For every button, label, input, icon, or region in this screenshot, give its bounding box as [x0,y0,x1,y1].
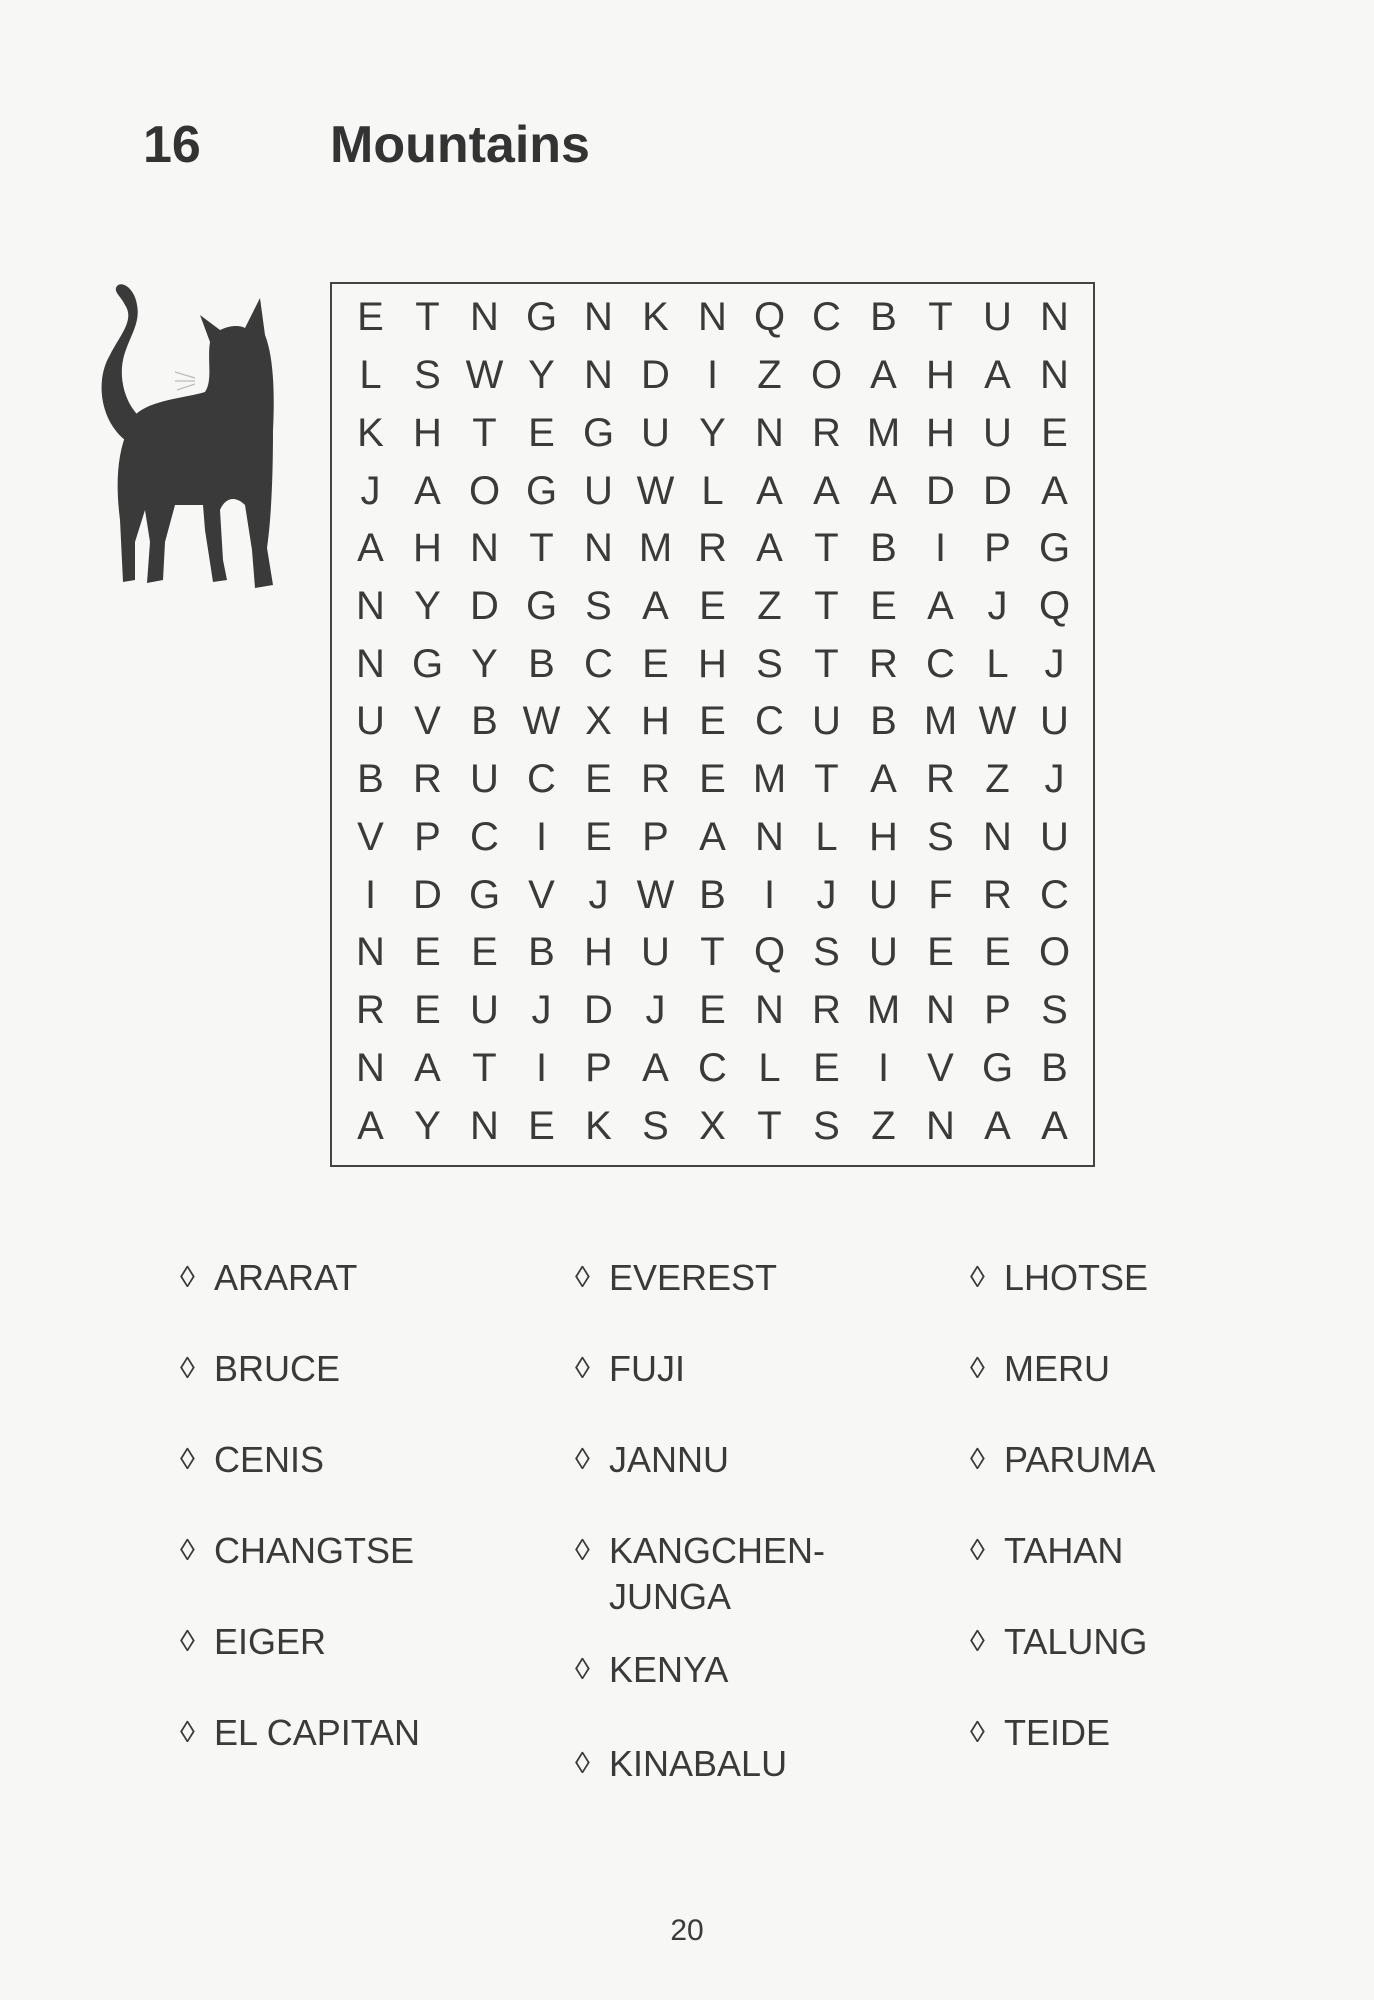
puzzle-title: Mountains [330,116,590,174]
word-label: PARUMA [1004,1439,1156,1480]
grid-letter: N [584,295,613,340]
grid-letter: N [470,526,499,571]
grid-letter: N [584,353,613,398]
word-list-item [180,1437,324,1483]
grid-letter: R [641,757,670,802]
grid-letter: F [928,872,953,917]
word-list-item [575,1528,825,1620]
grid-letter: H [926,353,955,398]
grid-letter: B [699,872,726,917]
grid-letter: Y [471,641,498,686]
grid-letter: G [981,1045,1014,1090]
grid-letter: C [926,641,955,686]
grid-letter: A [1041,468,1068,513]
grid-letter: N [584,526,613,571]
grid-letter: A [870,468,897,513]
grid-letter: C [1040,872,1069,917]
grid-letter: W [636,468,675,513]
grid-letter: E [414,988,441,1033]
grid-letter: U [641,410,670,455]
word-label: KINABALU [609,1743,788,1784]
page-number: 20 [670,1914,704,1947]
grid-letter: X [585,699,612,744]
grid-letter: H [413,526,442,571]
grid-letter: H [926,410,955,455]
grid-letter: D [470,584,499,629]
grid-letter: T [928,295,953,340]
grid-letter: U [470,757,499,802]
grid-letter: Z [871,1103,896,1148]
grid-letter: E [585,814,612,859]
grid-letter: A [357,526,384,571]
grid-letter: B [870,526,897,571]
diamond-bullet-icon: ◊ [575,1747,590,1780]
puzzle-number: 16 [143,116,201,174]
grid-letter: C [584,641,613,686]
grid-letter: I [706,353,719,398]
grid-letter: N [356,641,385,686]
grid-letter: A [870,353,897,398]
grid-letter: R [812,988,841,1033]
grid-letter: I [535,1045,548,1090]
grid-letter: J [816,872,837,917]
diamond-bullet-icon: ◊ [575,1261,590,1294]
word-label: FUJI [609,1348,685,1389]
grid-letter: I [364,872,377,917]
word-list-item [970,1619,1147,1665]
grid-letter: H [584,930,613,975]
word-label: CENIS [214,1439,325,1480]
grid-letter: U [641,930,670,975]
grid-letter: Y [414,584,441,629]
grid-letter: A [1041,1103,1068,1148]
grid-letter: E [927,930,954,975]
grid-letter: J [645,988,666,1033]
grid-letter: Y [528,353,555,398]
word-label: KANGCHEN- JUNGA [609,1530,826,1617]
grid-letter: N [356,584,385,629]
grid-letter: E [357,295,384,340]
grid-letter: O [468,468,501,513]
grid-letter: K [642,295,669,340]
grid-letter: E [813,1045,840,1090]
grid-letter: G [468,872,501,917]
grid-letter: Z [757,584,782,629]
grid-letter: N [926,1103,955,1148]
grid-letter: V [927,1045,954,1090]
grid-letter: B [528,641,555,686]
grid-letter: T [814,526,839,571]
diamond-bullet-icon: ◊ [970,1443,985,1476]
word-label: LHOTSE [1004,1257,1149,1298]
grid-letter: A [870,757,897,802]
grid-letter: V [414,699,441,744]
grid-letter: Q [753,295,786,340]
word-label: CHANGTSE [214,1530,415,1571]
grid-letter: A [414,468,441,513]
grid-letter: W [978,699,1017,744]
grid-letter: M [638,526,673,571]
grid-letter: G [411,641,444,686]
diamond-bullet-icon: ◊ [575,1534,590,1567]
grid-letter: E [528,410,555,455]
word-label: EL CAPITAN [214,1712,421,1753]
grid-letter: J [987,584,1008,629]
grid-letter: N [698,295,727,340]
grid-letter: A [642,584,669,629]
grid-letter: U [869,872,898,917]
grid-letter: N [755,988,784,1033]
grid-letter: E [699,584,726,629]
word-label: TAHAN [1004,1530,1124,1571]
grid-letter: S [813,1103,840,1148]
grid-letter: S [813,930,840,975]
grid-letter: R [413,757,442,802]
grid-letter: N [356,930,385,975]
grid-letter: R [983,872,1012,917]
grid-letter: T [814,757,839,802]
diamond-bullet-icon: ◊ [575,1653,590,1686]
grid-letter: N [470,295,499,340]
grid-letter: B [870,295,897,340]
cat-silhouette-icon [95,280,277,595]
diamond-bullet-icon: ◊ [180,1443,195,1476]
word-list-item [970,1437,1155,1483]
grid-letter: E [699,699,726,744]
grid-letter: M [923,699,958,744]
diamond-bullet-icon: ◊ [575,1352,590,1385]
grid-letter: D [926,468,955,513]
grid-letter: O [1038,930,1071,975]
grid-letter: T [415,295,440,340]
grid-letter: I [763,872,776,917]
grid-letter: S [414,353,441,398]
grid-letter: N [356,1045,385,1090]
diamond-bullet-icon: ◊ [970,1261,985,1294]
grid-letter: J [531,988,552,1033]
diamond-bullet-icon: ◊ [180,1352,195,1385]
grid-letter: N [755,814,784,859]
grid-letter: D [413,872,442,917]
grid-letter: L [359,353,382,398]
grid-letter: N [1040,295,1069,340]
grid-letter: U [1040,699,1069,744]
word-label: TALUNG [1004,1621,1148,1662]
grid-letter: N [926,988,955,1033]
grid-letter: S [642,1103,669,1148]
grid-letter: S [1041,988,1068,1033]
grid-letter: E [642,641,669,686]
grid-letter: B [870,699,897,744]
grid-letter: V [528,872,555,917]
grid-letter: E [1041,410,1068,455]
word-list-item [575,1346,685,1392]
grid-letter: C [527,757,556,802]
grid-letter: B [471,699,498,744]
grid-letter: P [984,988,1011,1033]
word-list-item [575,1437,729,1483]
grid-letter: T [529,526,554,571]
grid-letter: L [986,641,1009,686]
word-list-item [575,1647,728,1693]
word-list-item [970,1710,1110,1756]
grid-letter: W [465,353,504,398]
grid-letter: O [810,353,843,398]
grid-letter: D [641,353,670,398]
grid-letter: K [357,410,384,455]
grid-letter: W [522,699,561,744]
grid-letter: S [927,814,954,859]
grid-letter: A [756,468,783,513]
word-label: KENYA [609,1649,729,1690]
grid-letter: R [812,410,841,455]
grid-letter: E [699,988,726,1033]
diamond-bullet-icon: ◊ [180,1534,195,1567]
grid-letter: G [525,584,558,629]
grid-letter: B [1041,1045,1068,1090]
grid-letter: N [983,814,1012,859]
grid-letter: P [585,1045,612,1090]
grid-letter: C [812,295,841,340]
grid-letter: H [869,814,898,859]
grid-letter: D [584,988,613,1033]
diamond-bullet-icon: ◊ [575,1443,590,1476]
diamond-bullet-icon: ◊ [970,1534,985,1567]
grid-letter: M [866,410,901,455]
word-list-item [180,1528,414,1574]
grid-letter: Y [699,410,726,455]
diamond-bullet-icon: ◊ [970,1625,985,1658]
grid-letter: T [814,641,839,686]
grid-letter: R [356,988,385,1033]
grid-letter: A [927,584,954,629]
grid-letter: A [699,814,726,859]
word-list-item [180,1255,357,1301]
grid-letter: Q [753,930,786,975]
grid-letter: S [585,584,612,629]
grid-letter: U [812,699,841,744]
grid-letter: A [813,468,840,513]
grid-letter: E [585,757,612,802]
grid-letter: S [756,641,783,686]
grid-letter: N [470,1103,499,1148]
word-list-item [970,1528,1123,1574]
grid-letter: K [585,1103,612,1148]
grid-letter: E [414,930,441,975]
grid-letter: G [525,468,558,513]
word-list-item [970,1255,1148,1301]
grid-letter: P [984,526,1011,571]
grid-letter: R [926,757,955,802]
diamond-bullet-icon: ◊ [180,1716,195,1749]
grid-letter: I [877,1045,890,1090]
grid-letter: U [869,930,898,975]
word-label: TEIDE [1004,1712,1111,1753]
grid-letter: R [698,526,727,571]
grid-letter: G [525,295,558,340]
grid-letter: T [814,584,839,629]
grid-letter: E [870,584,897,629]
grid-letter: E [984,930,1011,975]
diamond-bullet-icon: ◊ [180,1625,195,1658]
grid-letter: Z [985,757,1010,802]
grid-letter: U [1040,814,1069,859]
grid-letter: C [698,1045,727,1090]
grid-letter: L [701,468,724,513]
grid-letter: P [642,814,669,859]
grid-letter: T [472,1045,497,1090]
word-list-item [575,1741,787,1787]
grid-letter: X [699,1103,726,1148]
word-label: JANNU [609,1439,730,1480]
grid-letter: R [869,641,898,686]
grid-letter: E [528,1103,555,1148]
grid-letter: Y [414,1103,441,1148]
grid-letter: E [699,757,726,802]
grid-letter: T [757,1103,782,1148]
word-search-grid [330,282,1095,1167]
grid-letter: E [471,930,498,975]
word-list-item [180,1710,420,1756]
grid-letter: W [636,872,675,917]
word-list-item [180,1619,326,1665]
grid-letter: A [414,1045,441,1090]
grid-letter: T [700,930,725,975]
word-label: BRUCE [214,1348,341,1389]
word-label: MERU [1004,1348,1110,1389]
grid-letter: N [1040,353,1069,398]
grid-letter: Z [757,353,782,398]
grid-letter: G [1038,526,1071,571]
grid-letter: G [582,410,615,455]
word-list-item [575,1255,777,1301]
grid-letter: D [983,468,1012,513]
grid-letter: A [984,353,1011,398]
diamond-bullet-icon: ◊ [970,1352,985,1385]
grid-letter: P [414,814,441,859]
grid-letter: B [528,930,555,975]
grid-letter: A [984,1103,1011,1148]
diamond-bullet-icon: ◊ [970,1716,985,1749]
grid-letter: A [357,1103,384,1148]
grid-letter: J [588,872,609,917]
grid-letter: M [752,757,787,802]
grid-letter: B [357,757,384,802]
grid-letter: L [758,1045,781,1090]
grid-letter: H [698,641,727,686]
grid-letter: U [983,295,1012,340]
word-label: EIGER [214,1621,327,1662]
grid-letter: N [755,410,784,455]
grid-letter: J [1044,641,1065,686]
grid-letter: M [866,988,901,1033]
grid-letter: U [356,699,385,744]
grid-letter: C [470,814,499,859]
diamond-bullet-icon: ◊ [180,1261,195,1294]
grid-letter: I [535,814,548,859]
word-list-item [970,1346,1110,1392]
grid-letter: V [357,814,384,859]
grid-letter: H [413,410,442,455]
word-list [180,1255,1260,1815]
grid-letter: I [934,526,947,571]
word-label: EVEREST [609,1257,778,1298]
grid-letter: Q [1038,584,1071,629]
grid-letter: A [756,526,783,571]
grid-letter: A [642,1045,669,1090]
grid-letter: J [360,468,381,513]
grid-letter: J [1044,757,1065,802]
grid-letter: T [472,410,497,455]
grid-letter: U [470,988,499,1033]
grid-letter: H [641,699,670,744]
grid-letter: L [815,814,838,859]
word-label: ARARAT [214,1257,358,1298]
grid-letter: U [983,410,1012,455]
grid-letter: C [755,699,784,744]
grid-letter: U [584,468,613,513]
word-list-item [180,1346,340,1392]
